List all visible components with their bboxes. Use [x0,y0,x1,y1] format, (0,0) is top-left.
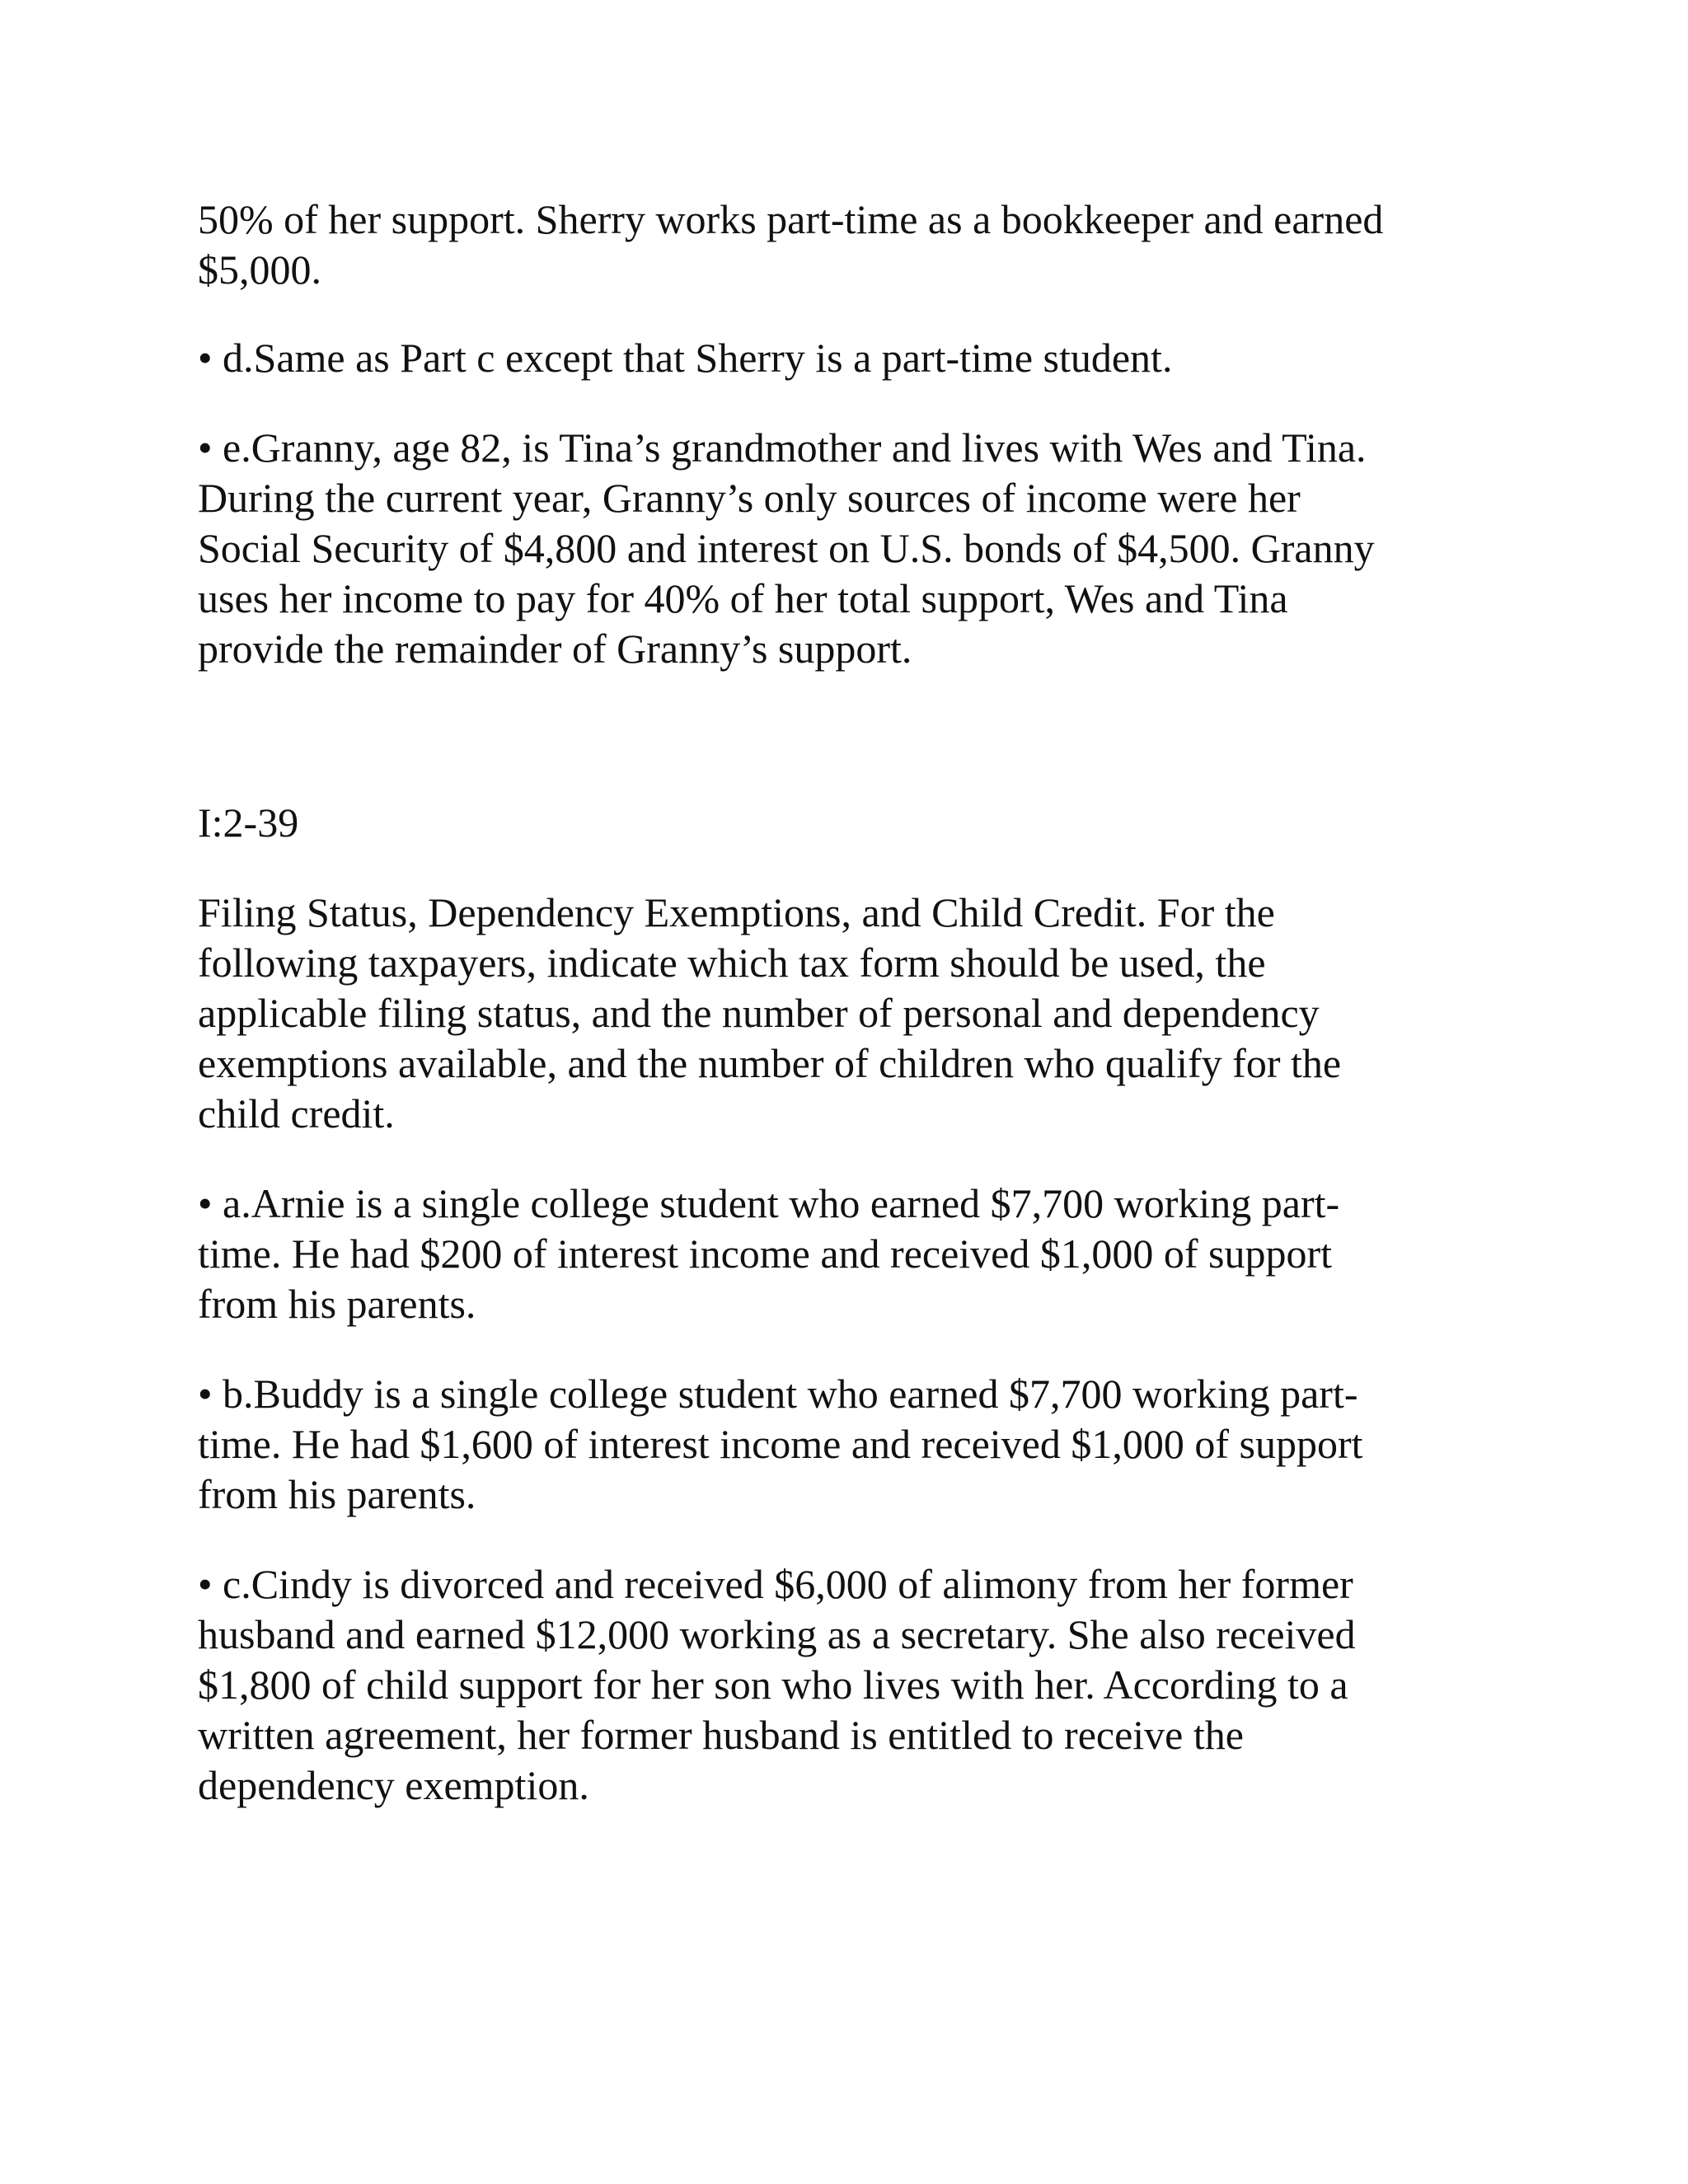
item-c-paragraph: • c.Cindy is divorced and received $6,000 of alimony from her former husband and earned $12,000 working as a secretary. She also received $1,800 of child support for her son who lives with her. According to a written agreement, her former husband is entitled to receive the dependency exemption. [198,1561,1356,1808]
problem-number: I:2-39 [198,799,299,846]
document-page [198,194,1484,1811]
item-e-paragraph: • e.Granny, age 82, is Tina’s grandmother and lives with Wes and Tina. During the current year, Granny’s only sources of income were her Social Security of $4,800 and interest on U.S. bonds of $4,500. Granny uses her income to pay for 40% of her total support, Wes and Tina provide the remainder of Granny’s support. [198,424,1375,672]
item-a-paragraph: • a.Arnie is a single college student who earned $7,700 working part- time. He had $200 of interest income and received $1,000 of support from his parents. [198,1180,1340,1327]
problem-intro-paragraph: Filing Status, Dependency Exemptions, and Child Credit. For the following taxpayers, indicate which tax form should be used, the applicable filing status, and the number of personal and dependency exemptions available, and the number of children who qualify for the child credit. [198,889,1342,1137]
item-b-paragraph: • b.Buddy is a single college student who earned $7,700 working part- time. He had $1,600 of interest income and received $1,000 of support from his parents. [198,1371,1363,1517]
continuation-paragraph: 50% of her support. Sherry works part-time as a bookkeeper and earned $5,000. [198,196,1384,293]
item-d-paragraph: • d.Same as Part c except that Sherry is a part-time student. [198,335,1173,381]
